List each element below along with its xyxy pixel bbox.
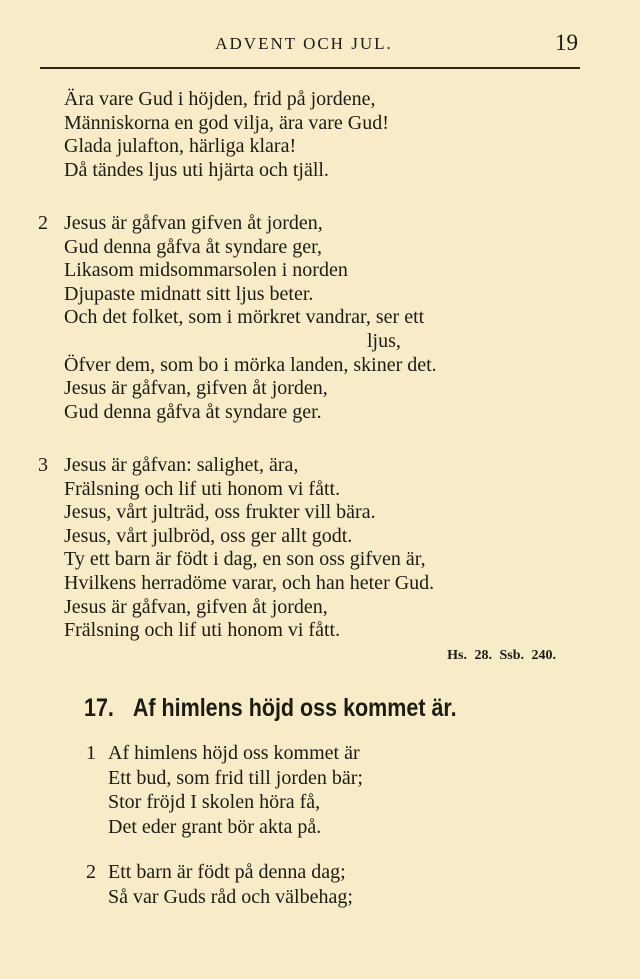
hymn-number: 17. [84, 694, 114, 722]
verse-number: 3 [38, 454, 48, 476]
verse-line: Ett bud, som frid till jorden bär; [108, 766, 363, 789]
verse-line: ljus, [367, 329, 401, 352]
verse-line: Då tändes ljus uti hjärta och tjäll. [64, 158, 329, 181]
hymn-reference: Hs. 28. Ssb. 240. [447, 648, 556, 663]
verse-1 [0, 88, 600, 182]
header-rule [40, 67, 580, 69]
verse-line: Jesus, vårt julträd, oss frukter vill bära. [64, 501, 376, 524]
verse-line: Likasom midsommarsolen i norden [64, 259, 348, 282]
verse-number: 2 [38, 212, 48, 234]
verse-line: Ty ett barn är födt i dag, en son oss gifven är, [64, 548, 426, 571]
verse-line: Stor fröjd I skolen höra få, [108, 791, 321, 813]
verse-line: Öfver dem, som bo i mörka landen, skiner det. [64, 353, 437, 376]
page-number: 19 [555, 30, 578, 55]
verse-line: Frälsning och lif uti honom vi fått. [64, 477, 341, 500]
verse-line: Jesus är gåfvan, gifven åt jorden, [64, 377, 328, 400]
hymn-17-verse-2 [0, 860, 600, 909]
verse-line: Jesus är gåfvan, gifven åt jorden, [64, 595, 328, 618]
verse-line: Och det folket, som i mörkret vandrar, ser ett [64, 306, 425, 329]
verse-line: Så var Guds råd och välbehag; [108, 885, 353, 908]
hymn-title-text: Af himlens höjd oss kommet är. [132, 694, 457, 722]
verse-2 [0, 212, 600, 424]
verse-line: Glada julafton, härliga klara! [64, 135, 297, 158]
verse-line: Gud denna gåfva åt syndare ger. [64, 400, 322, 423]
verse-line: 2 Jesus är gåfvan gifven åt jorden, [38, 212, 323, 234]
hymn-17-verse-1 [0, 741, 600, 839]
verse-line: 3 Jesus är gåfvan: salighet, ära, [38, 454, 299, 476]
verse-line: Det eder grant bör akta på. [108, 815, 322, 838]
verse-line: Hvilkens herradöme varar, och han heter Gud. [64, 571, 435, 594]
verse-line: Frälsning och lif uti honom vi fått. [64, 619, 341, 642]
verse-number: 2 [86, 861, 96, 883]
hymn-title [84, 694, 457, 723]
verse-line: Ära vare Gud i höjden, frid på jordene, [64, 88, 376, 110]
verse-line: 1 Af himlens höjd oss kommet är [86, 742, 360, 764]
verse-line: Gud denna gåfva åt syndare ger, [64, 235, 322, 258]
running-header: ADVENT OCH JUL. [215, 34, 393, 53]
verse-line: Jesus, vårt julbröd, oss ger allt godt. [64, 524, 353, 547]
verse-number: 1 [86, 742, 96, 764]
verse-line: 2 Ett barn är födt på denna dag; [86, 861, 346, 883]
verse-line: Människorna en god vilja, ära vare Gud! [64, 111, 389, 134]
verse-line: Djupaste midnatt sitt ljus beter. [64, 282, 314, 305]
verse-3 [0, 454, 600, 643]
